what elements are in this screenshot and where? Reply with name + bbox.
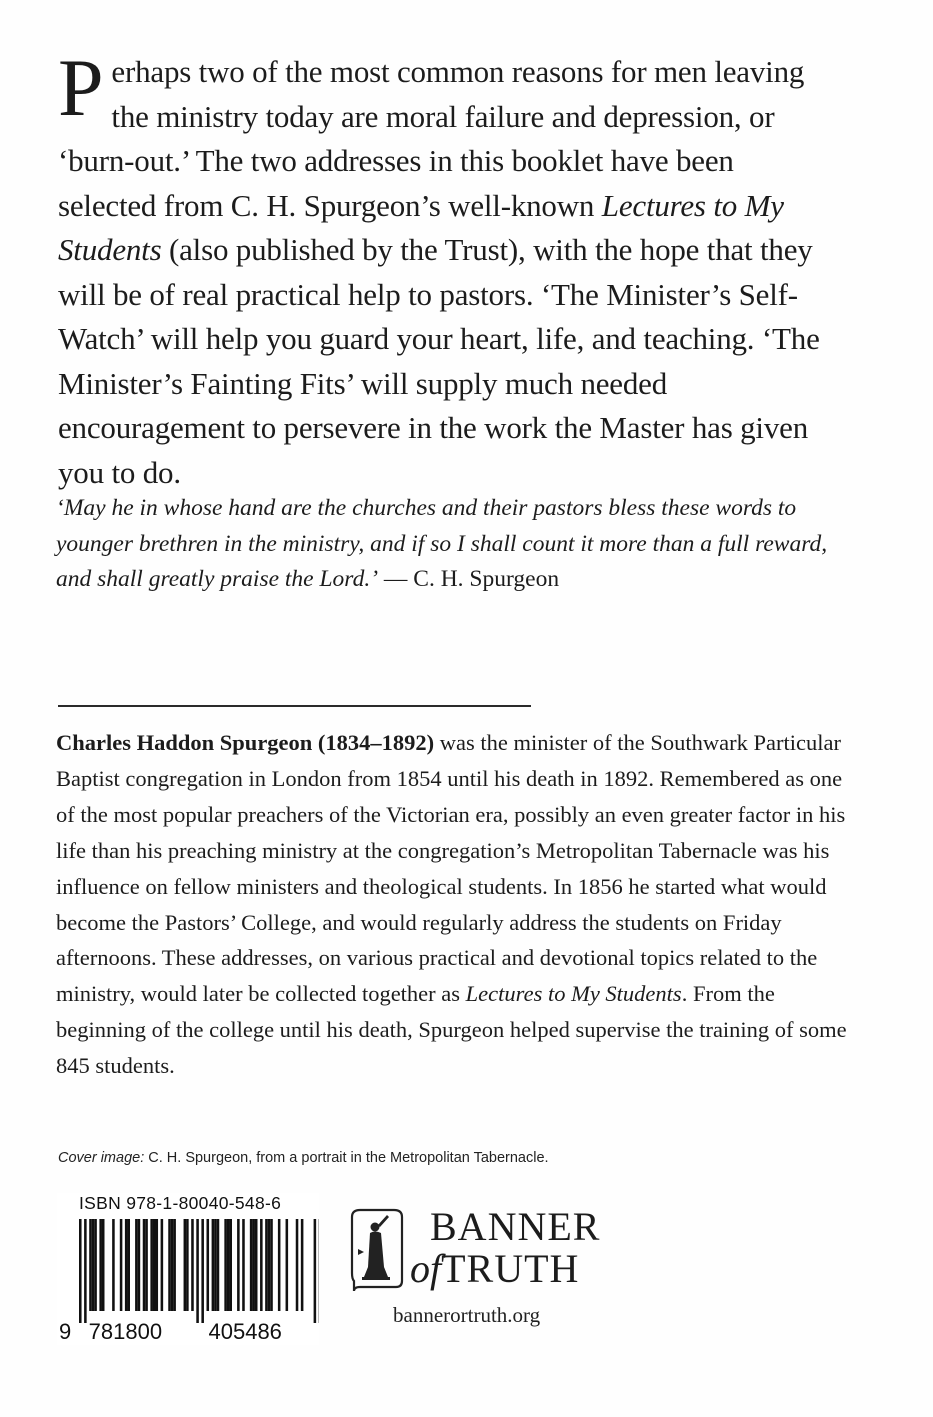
drop-cap: P (58, 42, 104, 133)
logo-banner-word: BANNER (430, 1204, 601, 1249)
quote-attribution: — C. H. Spurgeon (378, 566, 560, 592)
barcode-bar (250, 1219, 253, 1311)
barcode-bar (173, 1219, 176, 1311)
logo-of-truth (410, 1246, 580, 1291)
barcode-bar (94, 1219, 97, 1311)
barcode-bar (135, 1219, 138, 1311)
spurgeon-quote (56, 491, 856, 598)
barcode-bar (301, 1219, 304, 1311)
publisher-website: bannerortruth.org (393, 1303, 541, 1327)
author-name: Charles Haddon Spurgeon (1834–1892) (56, 730, 435, 755)
barcode-bar (212, 1219, 215, 1311)
barcode-bar (252, 1219, 255, 1311)
barcode-bar (265, 1219, 268, 1311)
barcode-bar (161, 1219, 164, 1311)
barcode-bar (145, 1219, 148, 1311)
section-divider (58, 705, 531, 707)
barcode-bar (112, 1219, 115, 1311)
barcode-bar (207, 1219, 210, 1311)
barcode-bar (138, 1219, 141, 1311)
barcode-bar (224, 1219, 227, 1311)
bio-text-part2: . From the beginning of the college until his death, Spurgeon helped supervise the training of some 845 students. (56, 981, 847, 1079)
barcode-bar (153, 1219, 156, 1311)
preacher-figure-icon (346, 1207, 408, 1293)
barcode-block (57, 1193, 319, 1345)
ean13-barcode (57, 1219, 319, 1345)
barcode-bar (143, 1219, 146, 1311)
barcode-bar (186, 1219, 189, 1311)
credit-label: Cover image: (58, 1150, 145, 1166)
barcode-bar (125, 1219, 128, 1311)
barcode-bar (84, 1219, 87, 1323)
barcode-bar (171, 1219, 174, 1311)
barcode-bar (89, 1219, 92, 1311)
barcode-bar (296, 1219, 299, 1311)
blurb-paragraph (58, 42, 828, 495)
isbn-label: ISBN 978-1-80040-548-6 (79, 1193, 282, 1213)
barcode-bar (268, 1219, 271, 1311)
barcode-left-digits: 781800 (88, 1319, 163, 1344)
blurb-book-title: Lectures to My Students (58, 187, 784, 267)
barcode-bar (99, 1219, 102, 1311)
barcode-bar (127, 1219, 130, 1311)
barcode-bar (191, 1219, 194, 1311)
barcode-bar (229, 1219, 232, 1311)
credit-text: C. H. Spurgeon, from a portrait in the Metropolitan Tabernacle. (144, 1150, 549, 1166)
barcode-bar (120, 1219, 123, 1311)
barcode-bar (278, 1219, 281, 1311)
barcode-bar (286, 1219, 289, 1311)
blurb-text-part2: (also published by the Trust), with the hope that they will be of real practical help to pastors. ‘The Minister’s Self-Watch’ will help you guard your heart, life, and teaching. ‘The Minister’s Fainting Fits’ will supply much needed encouragement to persevere in the work the Master has given you to do. (58, 232, 820, 490)
barcode-bar (217, 1219, 220, 1311)
barcode-bar (92, 1219, 95, 1311)
barcode-bar (156, 1219, 159, 1311)
logo-truth-word: TRUTH (441, 1246, 580, 1291)
barcode-bar (237, 1219, 240, 1311)
barcode-bar (214, 1219, 217, 1311)
bio-book-title: Lectures to My Students (465, 981, 682, 1007)
barcode-bar (314, 1219, 317, 1323)
barcode-bar (79, 1219, 82, 1323)
publisher-logo (346, 1205, 626, 1295)
barcode-bar (227, 1219, 230, 1311)
author-bio (56, 725, 856, 1084)
barcode-bar (184, 1219, 187, 1311)
quote-text: ‘May he in whose hand are the churches and their pastors bless these words to younger brethren in the ministry, and if so I shall count it more than a full reward, and shall greatly praise the Lord.’ (56, 495, 828, 592)
barcode-bar (242, 1219, 245, 1311)
barcode-bar (260, 1219, 263, 1311)
barcode-right-digits: 405486 (208, 1319, 282, 1344)
bio-text-part1: was the minister of the Southwark Particular Baptist congregation in London from 1854 until his death in 1892. Remembered as one of the most popular preachers of the Victorian era, possibly an even greater factor in his life than his preaching ministry at the congregation’s Metropolitan Tabernacle was his influence on fellow ministers and theological students. In 1856 he started what would become the Pastors’ College, and would regularly address the students on Friday afternoons. These addresses, on various practical and devotional topics related to the ministry, would later be collected together as (56, 730, 846, 1007)
barcode-bar (201, 1219, 204, 1323)
blurb-text-part1: erhaps two of the most common reasons for men leaving the ministry today are moral failure and depression, or ‘burn-out.’ The two addresses in this booklet have been selected from C. H. Spurgeon’s well-known (58, 54, 805, 223)
cover-image-credit (58, 1150, 549, 1166)
barcode-bar (196, 1219, 199, 1323)
barcode-bar (255, 1219, 258, 1311)
barcode-bar (168, 1219, 171, 1311)
barcode-bar (270, 1219, 273, 1311)
logo-of-word: of (410, 1246, 442, 1291)
barcode-bar (150, 1219, 153, 1311)
barcode-bar (102, 1219, 105, 1311)
barcode-lead-digit: 9 (59, 1319, 72, 1344)
